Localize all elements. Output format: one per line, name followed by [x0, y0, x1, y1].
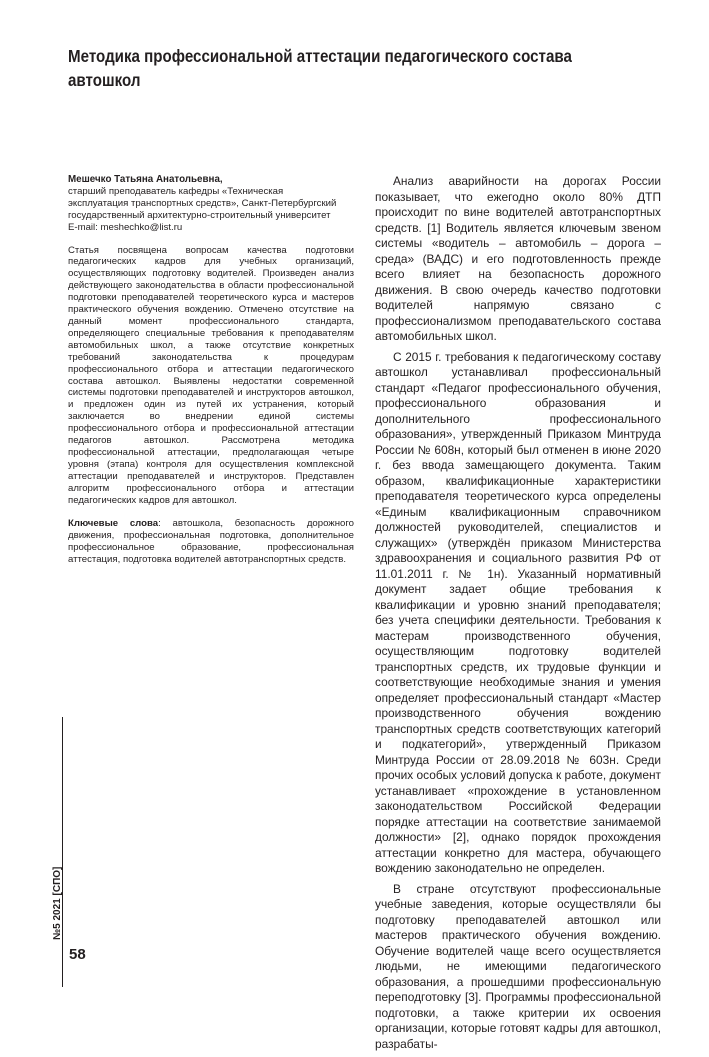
article-title: Методика профессиональной аттестации педагогического состава автошкол — [68, 46, 572, 90]
keywords-label: Ключевые слова — [68, 518, 159, 530]
author-email: E-mail: meshechko@list.ru — [68, 221, 183, 233]
author-affiliation — [68, 186, 354, 234]
body-paragraph: В стране отсутствуют профессиональные учебные заведения, которые осуществляли бы подготовку преподавателей автошкол или мастеров практического обучения вождению. Обучение водителей чаще всего осуществляется людьми, не имеющими педагогического образования, а прошедшими профессиональную переподготовку [3]. Программы профессиональной подготовки, а также критерии их освоения организации, которые готовят кадры для автошкол, разрабаты- — [375, 881, 661, 1051]
body-paragraph: С 2015 г. требования к педагогическому составу автошкол устанавливал профессиональный стандарт «Педагог профессионального обучения, профессионального образования и дополнительного профессионального образования», утвержденный Приказом Минтруда России № 608н, который был отменен в июне 2020 г. без ввода замещающего документа. Таким образом, квалификационные характеристики преподавателя теоретического курса определены «Единым квалификационным справочником должностей руководителей, специалистов и служащих» (утверждён приказом Министерства здравоохранения и социального развития РФ от 11.01.2011 г. № 1н). Указанный нормативный документ задает общие требования к квалификации и уровню знаний преподавателя; без учета специфики деятельности. Требования к мастерам производственного обучения, осуществляющим подготовку водителей транспортных средств, их трудовые функции и соответствующие необходимые знания и умения определяет профессиональный стандарт «Мастер производственного обучения вождению транспортных средств соответствующих категорий и подкатегорий», утвержденный Приказом Минтруда России от 28.09.2018 № 603н. Среди прочих особых условий допуска к работе, документ устанавливает «прохождение в установленном законодательством Российской Федерации порядке аттестации на соответствие занимаемой должности» [2], однако порядок прохождения аттестации конкретно для мастера, обучающего вождению законодательно не определен. — [375, 349, 661, 875]
keywords — [68, 518, 354, 566]
keywords-text: : автошкола, безопасность дорожного движения, профессиональная подготовка, дополнительное профессиональное образование, профессиональная аттестация, подготовка водителей автотранспортных средств. — [68, 518, 354, 566]
body-paragraph: Анализ аварийности на дорогах России показывает, что ежегодно около 80% ДТП происходит по вине водителей автотранспортных средств. [1] Водитель является ключевым звеном системы «водитель – автомобиль – дорога – среда» (ВАДС) и его подготовленность прежде всего влияет на безопасность дорожного движения. В свою очередь качество подготовки водителей напрямую связано с профессионализмом преподавательского состава автомобильных школ. — [375, 174, 661, 343]
margin-rule — [62, 717, 63, 987]
body-text — [375, 174, 661, 1057]
page-number: 58 — [69, 946, 86, 963]
left-column — [68, 174, 354, 566]
author-name: Мешечко Татьяна Анатольевна, — [68, 174, 223, 185]
abstract: Статья посвящена вопросам качества подготовки педагогических кадров для учебных организаций, осуществляющих подготовку водителей. Произведен анализ действующего законодательства в области профессиональной подготовки преподавателей теоретического курса и мастеров практического обучения вождению. Отмечено отсутствие на данный момент профессионального стандарта, определяющего специальные требования к преподавателям автомобильных школ, а также отсутствие конкретных требований законодательства к процедурам профессионального отбора и аттестации педагогического состава автошкол. Выявлены недостатки современной системы подготовки преподавателей и инструкторов автошкол, и предложен один из путей их устранения, который заключается во внедрении единой системы профессионального отбора и профессиональной аттестации педагогов автошкол. Рассмотрена методика профессиональной аттестации, предполагающая четыре уровня (этапа) контроля для осуществления комплексной аттестации преподавателей и инструкторов. Представлен алгоритм профессионального отбора и аттестации педагогических кадров для автошкол. — [68, 244, 354, 506]
issue-label: №5 2021 [СПО] — [52, 866, 63, 940]
affiliation-line: старший преподаватель кафедры «Техническая — [68, 185, 284, 197]
affiliation-line: эксплуатация транспортных средств», Санкт-Петербургский — [68, 197, 337, 209]
affiliation-line: государственный архитектурно-строительный университет — [68, 209, 331, 221]
